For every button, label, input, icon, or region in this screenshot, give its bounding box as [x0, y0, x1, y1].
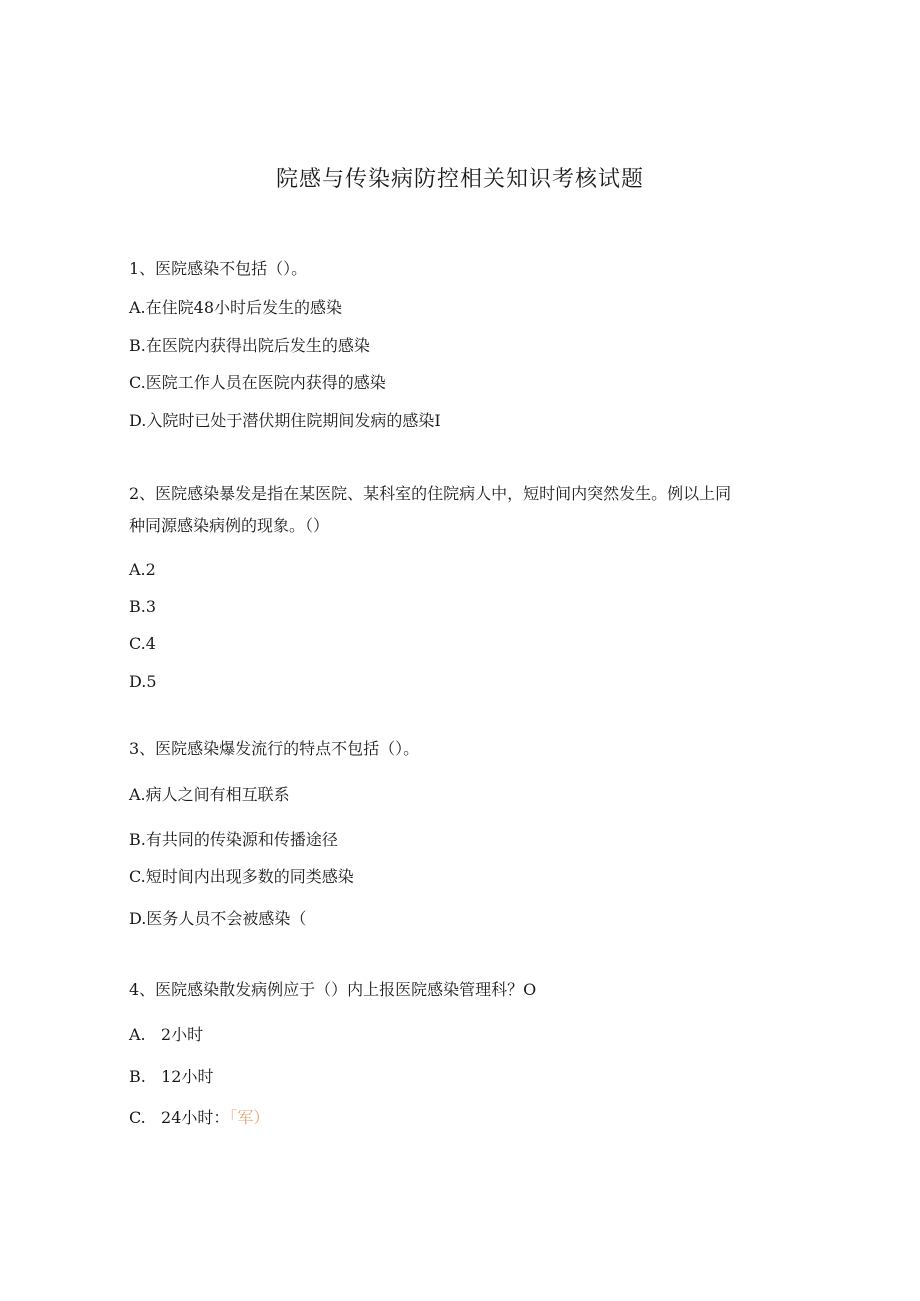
question-2-stem-line-2: 种同源感染病例的现象。（） [129, 516, 330, 535]
handwritten-mark: 「军） [229, 1108, 270, 1127]
question-2-option-a: A.2 [129, 560, 156, 579]
question-1-option-d: D.入院时已处于潜伏期住院期间发病的感染I [129, 411, 441, 430]
page-title: 院感与传染病防控相关知识考核试题 [275, 167, 644, 192]
question-3-option-d: D.医务人员不会被感染（ [129, 909, 307, 928]
question-1-option-c: C.医院工作人员在医院内获得的感染 [129, 373, 386, 392]
question-2-option-b: B.3 [129, 597, 157, 616]
question-2-option-c: C.4 [129, 634, 156, 653]
question-2-stem-line-1: 2、医院感染暴发是指在某医院、某科室的住院病人中，短时间内突然发生。例以上同 [129, 484, 732, 503]
question-4-option-c: C. 24小时： [129, 1108, 230, 1127]
question-4-stem: 4、医院感染散发病例应于（）内上报医院感染管理科？O [129, 980, 537, 999]
question-2-option-d: D.5 [129, 672, 157, 691]
question-4-option-c-row [129, 1107, 269, 1129]
question-4-option-b: B. 12小时 [129, 1067, 214, 1086]
question-3-option-c: C.短时间内出现多数的同类感染 [129, 867, 354, 886]
question-3-option-a: A.病人之间有相互联系 [129, 785, 290, 804]
question-4-option-a: A. 2小时 [129, 1025, 204, 1044]
question-1-stem: 1、医院感染不包括（）。 [129, 259, 308, 278]
question-3-option-b: B.有共同的传染源和传播途径 [129, 830, 338, 849]
question-3-stem: 3、医院感染爆发流行的特点不包括（）。 [129, 739, 420, 758]
question-1-option-a: A.在住院48小时后发生的感染 [129, 298, 343, 317]
question-1-option-b: B.在医院内获得出院后发生的感染 [129, 336, 370, 355]
